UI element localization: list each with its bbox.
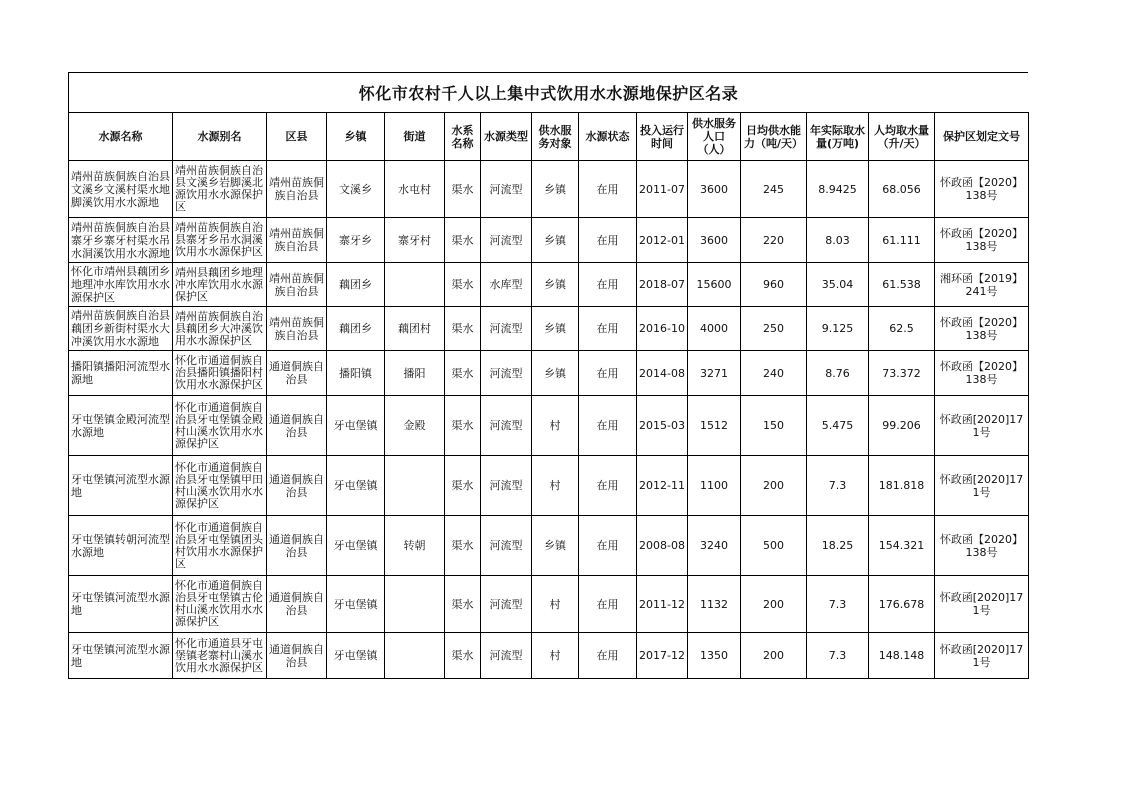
cell-target: 乡镇 xyxy=(532,263,579,307)
cell-doc: 怀政函[2020]171号 xyxy=(935,456,1029,516)
cell-county: 通道侗族自治县 xyxy=(267,456,327,516)
cell-percap: 68.056 xyxy=(869,161,935,218)
cell-percap: 61.538 xyxy=(869,263,935,307)
cell-capacity: 200 xyxy=(741,633,807,679)
cell-name: 牙屯堡镇转朝河流型水源地 xyxy=(69,516,173,576)
cell-street xyxy=(385,263,445,307)
cell-name: 牙屯堡镇河流型水源地 xyxy=(69,576,173,633)
cell-river: 渠水 xyxy=(445,396,481,456)
cell-river: 渠水 xyxy=(445,263,481,307)
cell-target: 乡镇 xyxy=(532,351,579,396)
cell-town: 牙屯堡镇 xyxy=(327,396,385,456)
table-row xyxy=(69,218,1029,263)
cell-town: 文溪乡 xyxy=(327,161,385,218)
column-header: 供水服务对象 xyxy=(532,113,579,161)
water-source-table xyxy=(68,112,1029,679)
cell-alias: 怀化市通道侗族自治县牙屯堡镇古伦村山溪水饮用水水源保护区 xyxy=(173,576,267,633)
cell-status: 在用 xyxy=(579,456,637,516)
cell-county: 通道侗族自治县 xyxy=(267,516,327,576)
cell-start: 2016-10 xyxy=(637,307,688,351)
cell-river: 渠水 xyxy=(445,351,481,396)
column-header: 水源别名 xyxy=(173,113,267,161)
cell-population: 1100 xyxy=(688,456,741,516)
cell-town: 牙屯堡镇 xyxy=(327,456,385,516)
column-header: 水系名称 xyxy=(445,113,481,161)
cell-alias: 怀化市通道县牙屯堡镇老寨村山溪水饮用水水源保护区 xyxy=(173,633,267,679)
cell-type: 河流型 xyxy=(481,351,532,396)
cell-percap: 62.5 xyxy=(869,307,935,351)
cell-street: 转朝 xyxy=(385,516,445,576)
cell-population: 15600 xyxy=(688,263,741,307)
table-row xyxy=(69,351,1029,396)
cell-type: 河流型 xyxy=(481,396,532,456)
cell-alias: 靖州苗族侗族自治县文溪乡岩脚溪北源饮用水水源保护区 xyxy=(173,161,267,218)
cell-start: 2014-08 xyxy=(637,351,688,396)
cell-name: 牙屯堡镇金殿河流型水源地 xyxy=(69,396,173,456)
cell-capacity: 150 xyxy=(741,396,807,456)
cell-doc: 怀政函【2020】138号 xyxy=(935,516,1029,576)
cell-status: 在用 xyxy=(579,633,637,679)
table-row xyxy=(69,396,1029,456)
cell-population: 1132 xyxy=(688,576,741,633)
cell-capacity: 250 xyxy=(741,307,807,351)
cell-population: 3240 xyxy=(688,516,741,576)
cell-river: 渠水 xyxy=(445,218,481,263)
cell-annual: 9.125 xyxy=(807,307,869,351)
cell-annual: 8.03 xyxy=(807,218,869,263)
cell-street xyxy=(385,456,445,516)
cell-alias: 靖州苗族侗族自治县寨牙乡吊水洞溪饮用水水源保护区 xyxy=(173,218,267,263)
page-title: 怀化市农村千人以上集中式饮用水水源地保护区名录 xyxy=(68,72,1028,112)
cell-alias: 怀化市通道侗族自治县牙屯堡镇金殿村山溪水饮用水水源保护区 xyxy=(173,396,267,456)
cell-annual: 7.3 xyxy=(807,633,869,679)
cell-alias: 怀化市通道侗族自治县牙屯堡镇团头村饮用水水源保护区 xyxy=(173,516,267,576)
cell-status: 在用 xyxy=(579,218,637,263)
cell-town: 藕团乡 xyxy=(327,307,385,351)
cell-doc: 怀政函[2020]171号 xyxy=(935,633,1029,679)
cell-population: 3600 xyxy=(688,218,741,263)
cell-type: 河流型 xyxy=(481,456,532,516)
cell-population: 3271 xyxy=(688,351,741,396)
cell-name: 牙屯堡镇河流型水源地 xyxy=(69,456,173,516)
table-row xyxy=(69,516,1029,576)
cell-type: 水库型 xyxy=(481,263,532,307)
cell-street: 播阳 xyxy=(385,351,445,396)
cell-capacity: 200 xyxy=(741,456,807,516)
cell-start: 2012-11 xyxy=(637,456,688,516)
cell-alias: 怀化市通道侗族自治县牙屯堡镇甲田村山溪水饮用水水源保护区 xyxy=(173,456,267,516)
column-header: 日均供水能力（吨/天） xyxy=(741,113,807,161)
cell-town: 藕团乡 xyxy=(327,263,385,307)
cell-start: 2012-01 xyxy=(637,218,688,263)
cell-river: 渠水 xyxy=(445,456,481,516)
column-header: 水源状态 xyxy=(579,113,637,161)
cell-river: 渠水 xyxy=(445,633,481,679)
cell-target: 乡镇 xyxy=(532,218,579,263)
column-header: 街道 xyxy=(385,113,445,161)
table-row xyxy=(69,307,1029,351)
cell-county: 通道侗族自治县 xyxy=(267,396,327,456)
cell-target: 乡镇 xyxy=(532,307,579,351)
cell-name: 牙屯堡镇河流型水源地 xyxy=(69,633,173,679)
cell-type: 河流型 xyxy=(481,633,532,679)
cell-county: 通道侗族自治县 xyxy=(267,576,327,633)
cell-capacity: 500 xyxy=(741,516,807,576)
cell-population: 3600 xyxy=(688,161,741,218)
cell-type: 河流型 xyxy=(481,576,532,633)
cell-town: 牙屯堡镇 xyxy=(327,576,385,633)
cell-target: 村 xyxy=(532,633,579,679)
sheet xyxy=(68,72,1028,679)
table-row xyxy=(69,576,1029,633)
cell-capacity: 960 xyxy=(741,263,807,307)
cell-river: 渠水 xyxy=(445,307,481,351)
cell-river: 渠水 xyxy=(445,161,481,218)
cell-annual: 7.3 xyxy=(807,576,869,633)
cell-target: 乡镇 xyxy=(532,516,579,576)
cell-town: 牙屯堡镇 xyxy=(327,633,385,679)
cell-capacity: 220 xyxy=(741,218,807,263)
cell-annual: 18.25 xyxy=(807,516,869,576)
cell-doc: 怀政函【2020】138号 xyxy=(935,218,1029,263)
cell-population: 1512 xyxy=(688,396,741,456)
cell-percap: 148.148 xyxy=(869,633,935,679)
column-header: 保护区划定文号 xyxy=(935,113,1029,161)
cell-status: 在用 xyxy=(579,396,637,456)
cell-alias: 靖州苗族侗族自治县藕团乡大冲溪饮用水水源保护区 xyxy=(173,307,267,351)
cell-river: 渠水 xyxy=(445,516,481,576)
cell-name: 靖州苗族侗族自治县寨牙乡寨牙村渠水吊水洞溪饮用水水源地 xyxy=(69,218,173,263)
column-header: 供水服务人口（人） xyxy=(688,113,741,161)
cell-type: 河流型 xyxy=(481,161,532,218)
cell-percap: 181.818 xyxy=(869,456,935,516)
cell-street: 水屯村 xyxy=(385,161,445,218)
cell-street xyxy=(385,576,445,633)
cell-name: 怀化市靖州县藕团乡地理冲水库饮用水水源保护区 xyxy=(69,263,173,307)
column-header: 水源名称 xyxy=(69,113,173,161)
cell-river: 渠水 xyxy=(445,576,481,633)
column-header: 投入运行时间 xyxy=(637,113,688,161)
cell-county: 通道侗族自治县 xyxy=(267,633,327,679)
cell-annual: 7.3 xyxy=(807,456,869,516)
cell-alias: 怀化市通道侗族自治县播阳镇播阳村饮用水水源保护区 xyxy=(173,351,267,396)
column-header: 乡镇 xyxy=(327,113,385,161)
cell-type: 河流型 xyxy=(481,307,532,351)
cell-type: 河流型 xyxy=(481,516,532,576)
column-header: 区县 xyxy=(267,113,327,161)
column-header: 年实际取水量(万吨) xyxy=(807,113,869,161)
cell-status: 在用 xyxy=(579,576,637,633)
cell-county: 靖州苗族侗族自治县 xyxy=(267,263,327,307)
cell-start: 2008-08 xyxy=(637,516,688,576)
cell-type: 河流型 xyxy=(481,218,532,263)
cell-target: 村 xyxy=(532,456,579,516)
cell-doc: 怀政函[2020]171号 xyxy=(935,576,1029,633)
cell-street: 金殿 xyxy=(385,396,445,456)
cell-status: 在用 xyxy=(579,351,637,396)
cell-street xyxy=(385,633,445,679)
cell-alias: 靖州县藕团乡地理冲水库饮用水水源保护区 xyxy=(173,263,267,307)
cell-population: 1350 xyxy=(688,633,741,679)
table-row xyxy=(69,633,1029,679)
cell-percap: 61.111 xyxy=(869,218,935,263)
cell-percap: 176.678 xyxy=(869,576,935,633)
cell-annual: 5.475 xyxy=(807,396,869,456)
cell-status: 在用 xyxy=(579,307,637,351)
column-header: 人均取水量（升/天） xyxy=(869,113,935,161)
cell-capacity: 240 xyxy=(741,351,807,396)
cell-doc: 怀政函[2020]171号 xyxy=(935,396,1029,456)
cell-county: 靖州苗族侗族自治县 xyxy=(267,307,327,351)
cell-doc: 湘环函【2019】241号 xyxy=(935,263,1029,307)
cell-percap: 99.206 xyxy=(869,396,935,456)
cell-target: 村 xyxy=(532,396,579,456)
column-header: 水源类型 xyxy=(481,113,532,161)
cell-target: 村 xyxy=(532,576,579,633)
cell-status: 在用 xyxy=(579,161,637,218)
cell-county: 通道侗族自治县 xyxy=(267,351,327,396)
cell-target: 乡镇 xyxy=(532,161,579,218)
cell-annual: 8.9425 xyxy=(807,161,869,218)
cell-doc: 怀政函【2020】138号 xyxy=(935,161,1029,218)
cell-annual: 35.04 xyxy=(807,263,869,307)
cell-start: 2017-12 xyxy=(637,633,688,679)
cell-capacity: 245 xyxy=(741,161,807,218)
cell-county: 靖州苗族侗族自治县 xyxy=(267,218,327,263)
cell-street: 藕团村 xyxy=(385,307,445,351)
cell-town: 牙屯堡镇 xyxy=(327,516,385,576)
cell-annual: 8.76 xyxy=(807,351,869,396)
cell-status: 在用 xyxy=(579,263,637,307)
table-row xyxy=(69,456,1029,516)
cell-start: 2015-03 xyxy=(637,396,688,456)
cell-start: 2018-07 xyxy=(637,263,688,307)
cell-name: 播阳镇播阳河流型水源地 xyxy=(69,351,173,396)
cell-street: 寨牙村 xyxy=(385,218,445,263)
cell-population: 4000 xyxy=(688,307,741,351)
cell-doc: 怀政函【2020】138号 xyxy=(935,307,1029,351)
cell-doc: 怀政函【2020】138号 xyxy=(935,351,1029,396)
cell-percap: 154.321 xyxy=(869,516,935,576)
cell-status: 在用 xyxy=(579,516,637,576)
cell-percap: 73.372 xyxy=(869,351,935,396)
cell-county: 靖州苗族侗族自治县 xyxy=(267,161,327,218)
cell-name: 靖州苗族侗族自治县藕团乡新街村渠水大冲溪饮用水水源地 xyxy=(69,307,173,351)
table-row xyxy=(69,161,1029,218)
cell-capacity: 200 xyxy=(741,576,807,633)
table-row xyxy=(69,263,1029,307)
cell-town: 播阳镇 xyxy=(327,351,385,396)
header-row xyxy=(69,113,1029,161)
cell-start: 2011-12 xyxy=(637,576,688,633)
cell-town: 寨牙乡 xyxy=(327,218,385,263)
cell-name: 靖州苗族侗族自治县文溪乡文溪村渠水地脚溪饮用水水源地 xyxy=(69,161,173,218)
cell-start: 2011-07 xyxy=(637,161,688,218)
